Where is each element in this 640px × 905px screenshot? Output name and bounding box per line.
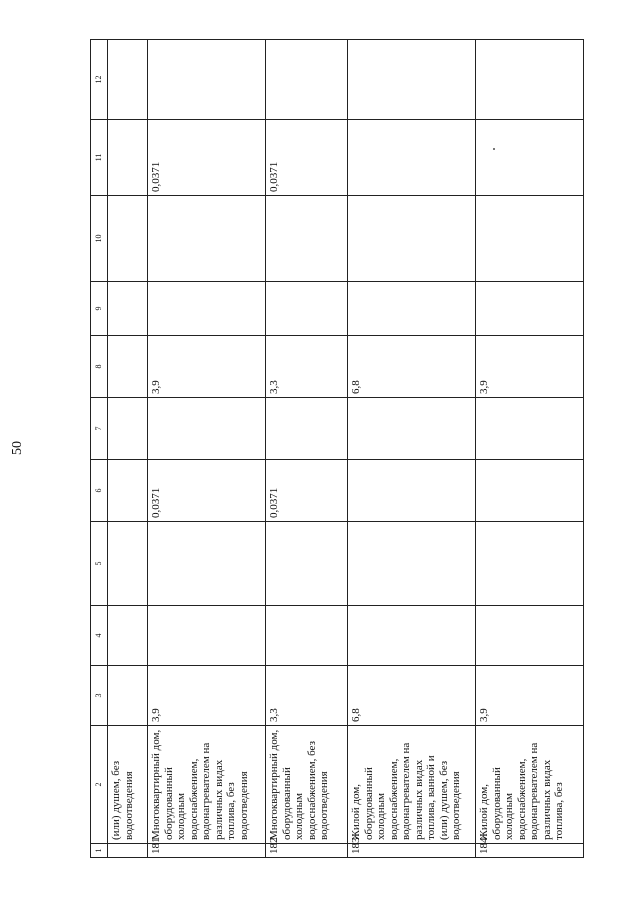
col-header-6: 6 <box>91 460 108 522</box>
col-header-12: 12 <box>91 40 108 120</box>
row-description: Многоквартирный дом, оборудованный холодным водоснабжением, водонагревателем на различных видах топлива, без водоотведения <box>148 726 266 844</box>
row-number: 181 <box>148 844 266 858</box>
tariff-table <box>90 39 584 858</box>
table-row: 182 Многоквартирный дом, оборудованный холодным водоснабжением, без водоотведения 3,3 0,0371 3,3 0,0371 <box>266 40 348 858</box>
col-header-11: 11 <box>91 120 108 196</box>
row-description: Жилой дом, оборудованный холодным водоснабжением, водонагревателем на различных видах топлива, без <box>476 726 584 844</box>
row-description: (или) душем, без водоотведения <box>108 726 148 844</box>
rotated-table-wrapper <box>90 40 582 858</box>
col-header-7: 7 <box>91 398 108 460</box>
col-header-3: 3 <box>91 666 108 726</box>
row-number: 184 <box>476 844 584 858</box>
table-row <box>108 40 148 858</box>
col-header-8: 8 <box>91 336 108 398</box>
col-header-4: 4 <box>91 606 108 666</box>
col-header-2: 2 <box>91 726 108 844</box>
col-header-1: 1 <box>91 844 108 858</box>
table-row: 183 Жилой дом, оборудованный холодным водоснабжением, водонагревателем на различных видах топлива, ванной и (или) душем, без водоотведения 6,8 6,8 <box>348 40 476 858</box>
header-row <box>91 40 108 858</box>
table-row: 184 Жилой дом, оборудованный холодным водоснабжением, водонагревателем на различных видах топлива, без 3,9 3,9 <box>476 40 584 858</box>
row-number: 182 <box>266 844 348 858</box>
col-header-5: 5 <box>91 522 108 606</box>
scan-artifact <box>493 148 495 150</box>
row-description: Жилой дом, оборудованный холодным водоснабжением, водонагревателем на различных видах топлива, ванной и (или) душем, без водоотведения <box>348 726 476 844</box>
page-number: 50 <box>10 441 25 455</box>
col-header-10: 10 <box>91 196 108 282</box>
row-description: Многоквартирный дом, оборудованный холодным водоснабжением, без водоотведения <box>266 726 348 844</box>
row-number: 183 <box>348 844 476 858</box>
table-row: 181 Многоквартирный дом, оборудованный холодным водоснабжением, водонагревателем на различных видах топлива, без водоотведения 3,9 0,0371 3,9 0,0371 <box>148 40 266 858</box>
col-header-9: 9 <box>91 282 108 336</box>
